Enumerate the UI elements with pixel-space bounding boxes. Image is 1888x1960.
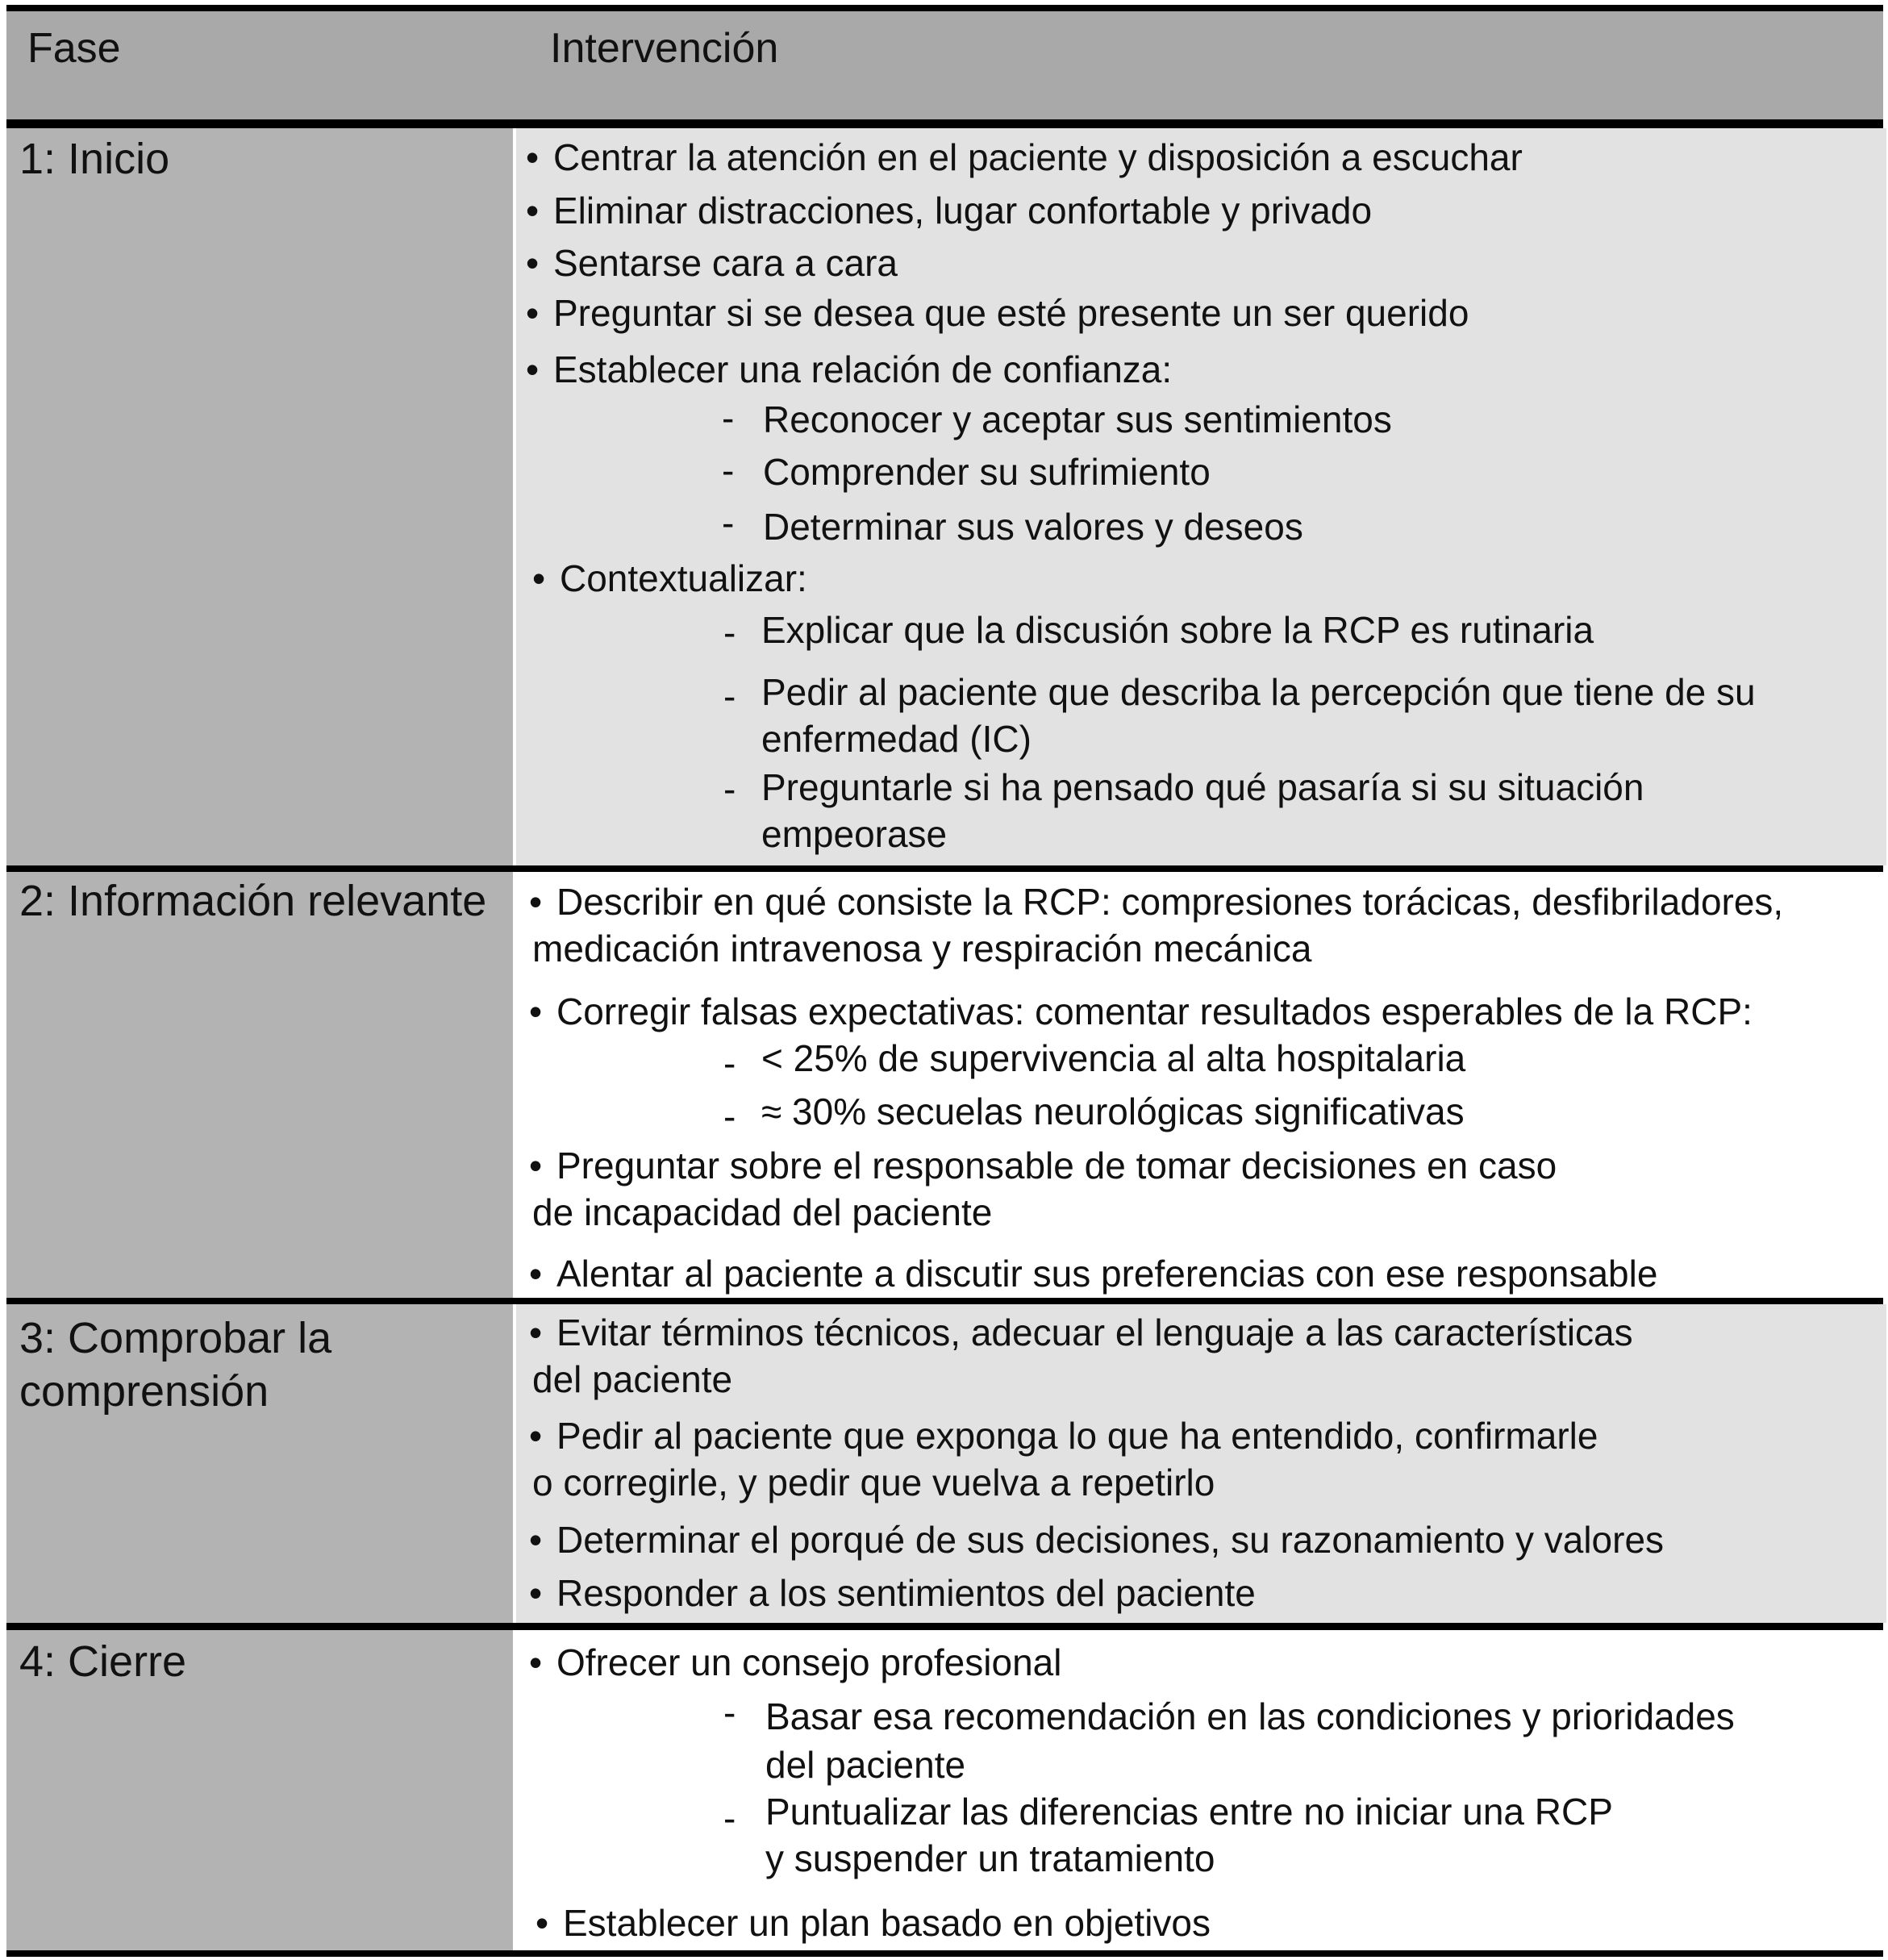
bullet-icon: • bbox=[529, 1253, 543, 1295]
bullet-icon: • bbox=[532, 557, 546, 599]
bullet-icon: • bbox=[526, 242, 540, 284]
row-rule-3 bbox=[6, 1623, 1883, 1630]
intervention-line: Pedir al paciente que exponga lo que ha entendido, confirmarle bbox=[556, 1415, 1598, 1457]
intervention-subline: Pedir al paciente que describa la percepción que tiene de su bbox=[761, 671, 1756, 713]
intervention-subline: Determinar sus valores y deseos bbox=[763, 506, 1303, 548]
header-rule bbox=[6, 119, 1883, 128]
dash-icon: - bbox=[723, 1797, 736, 1839]
dash-icon: - bbox=[722, 449, 735, 491]
phase-label: 3: Comprobar la bbox=[19, 1314, 332, 1362]
dash-icon: - bbox=[723, 675, 736, 717]
bullet-icon: • bbox=[529, 1312, 543, 1353]
dash-icon: - bbox=[723, 768, 736, 810]
intervention-line: Corregir falsas expectativas: comentar resultados esperables de la RCP: bbox=[556, 990, 1753, 1032]
bullet-icon: • bbox=[529, 990, 543, 1032]
intervention-subline: Preguntarle si ha pensado qué pasaría si su situación bbox=[761, 766, 1644, 808]
intervention-subline: < 25% de supervivencia al alta hospitalaria bbox=[761, 1037, 1466, 1079]
intervention-line-cont: de incapacidad del paciente bbox=[532, 1191, 993, 1233]
intervention-line: Establecer un plan basado en objetivos bbox=[563, 1902, 1211, 1944]
intervention-line-cont: medicación intravenosa y respiración mecánica bbox=[532, 928, 1312, 970]
bullet-icon: • bbox=[536, 1902, 549, 1944]
intervention-line-cont: del paciente bbox=[532, 1358, 733, 1400]
phase-label: 2: Información relevante bbox=[19, 877, 487, 925]
phase-label: 4: Cierre bbox=[19, 1637, 187, 1686]
intervention-line: Preguntar sobre el responsable de tomar decisiones en caso bbox=[556, 1145, 1557, 1186]
dash-icon: - bbox=[722, 502, 735, 544]
dash-icon: - bbox=[722, 397, 735, 439]
intervention-subline: Puntualizar las diferencias entre no iniciar una RCP bbox=[765, 1791, 1613, 1833]
intervention-line: Alentar al paciente a discutir sus preferencias con ese responsable bbox=[556, 1253, 1658, 1295]
intervention-line: Evitar términos técnicos, adecuar el lenguaje a las características bbox=[556, 1312, 1633, 1353]
intervention-subline: ≈ 30% secuelas neurológicas significativas bbox=[761, 1091, 1465, 1132]
intervention-line: Responder a los sentimientos del paciente bbox=[556, 1572, 1256, 1614]
header-phase: Fase bbox=[27, 25, 121, 72]
intervention-subline-cont: enfermedad (IC) bbox=[761, 718, 1032, 760]
intervention-line: Preguntar si se desea que esté presente un ser querido bbox=[553, 292, 1469, 334]
bullet-icon: • bbox=[526, 348, 540, 390]
intervention-line: Contextualizar: bbox=[560, 557, 807, 599]
bullet-icon: • bbox=[529, 1519, 543, 1561]
dash-icon: - bbox=[723, 1042, 736, 1084]
row-rule-2 bbox=[6, 1298, 1883, 1304]
intervention-line: Centrar la atención en el paciente y disposición a escuchar bbox=[553, 136, 1523, 178]
intervention-line: Sentarse cara a cara bbox=[553, 242, 898, 284]
dash-icon: - bbox=[723, 1691, 736, 1733]
intervention-line: Establecer una relación de confianza: bbox=[553, 348, 1173, 390]
intervention-line: Determinar el porqué de sus decisiones, su razonamiento y valores bbox=[556, 1519, 1665, 1561]
intervention-line: Eliminar distracciones, lugar confortable y privado bbox=[553, 190, 1373, 231]
intervention-subline-cont: empeorase bbox=[761, 813, 948, 855]
intervention-subline: Basar esa recomendación en las condiciones y prioridades bbox=[765, 1695, 1735, 1737]
bullet-icon: • bbox=[529, 1415, 543, 1457]
header-row-background bbox=[6, 10, 1883, 120]
bullet-icon: • bbox=[526, 136, 540, 178]
intervention-line: Ofrecer un consejo profesional bbox=[556, 1641, 1062, 1683]
row-rule-1 bbox=[6, 865, 1883, 872]
intervention-cell-1 bbox=[516, 128, 1886, 865]
intervention-subline-cont: del paciente bbox=[765, 1744, 966, 1786]
header-intervention: Intervención bbox=[550, 25, 779, 72]
top-rule bbox=[6, 5, 1883, 11]
intervention-subline: Comprender su sufrimiento bbox=[763, 451, 1211, 493]
intervention-subline-cont: y suspender un tratamiento bbox=[765, 1837, 1215, 1879]
bullet-icon: • bbox=[529, 1145, 543, 1186]
dash-icon: - bbox=[723, 1095, 736, 1137]
intervention-line: Describir en qué consiste la RCP: compresiones torácicas, desfibriladores, bbox=[556, 881, 1784, 923]
phase-cell-2 bbox=[6, 872, 513, 1298]
bullet-icon: • bbox=[529, 1641, 543, 1683]
phase-label-cont: comprensión bbox=[19, 1367, 269, 1416]
bullet-icon: • bbox=[526, 190, 540, 231]
phase-cell-1 bbox=[6, 128, 513, 865]
bottom-rule bbox=[6, 1950, 1883, 1957]
intervention-subline: Reconocer y aceptar sus sentimientos bbox=[763, 398, 1392, 440]
dash-icon: - bbox=[723, 611, 736, 653]
bullet-icon: • bbox=[526, 292, 540, 334]
phase-label: 1: Inicio bbox=[19, 135, 170, 183]
intervention-subline: Explicar que la discusión sobre la RCP es rutinaria bbox=[761, 609, 1594, 651]
bullet-icon: • bbox=[529, 1572, 543, 1614]
intervention-line-cont: o corregirle, y pedir que vuelva a repetirlo bbox=[532, 1462, 1215, 1503]
bullet-icon: • bbox=[529, 881, 543, 923]
